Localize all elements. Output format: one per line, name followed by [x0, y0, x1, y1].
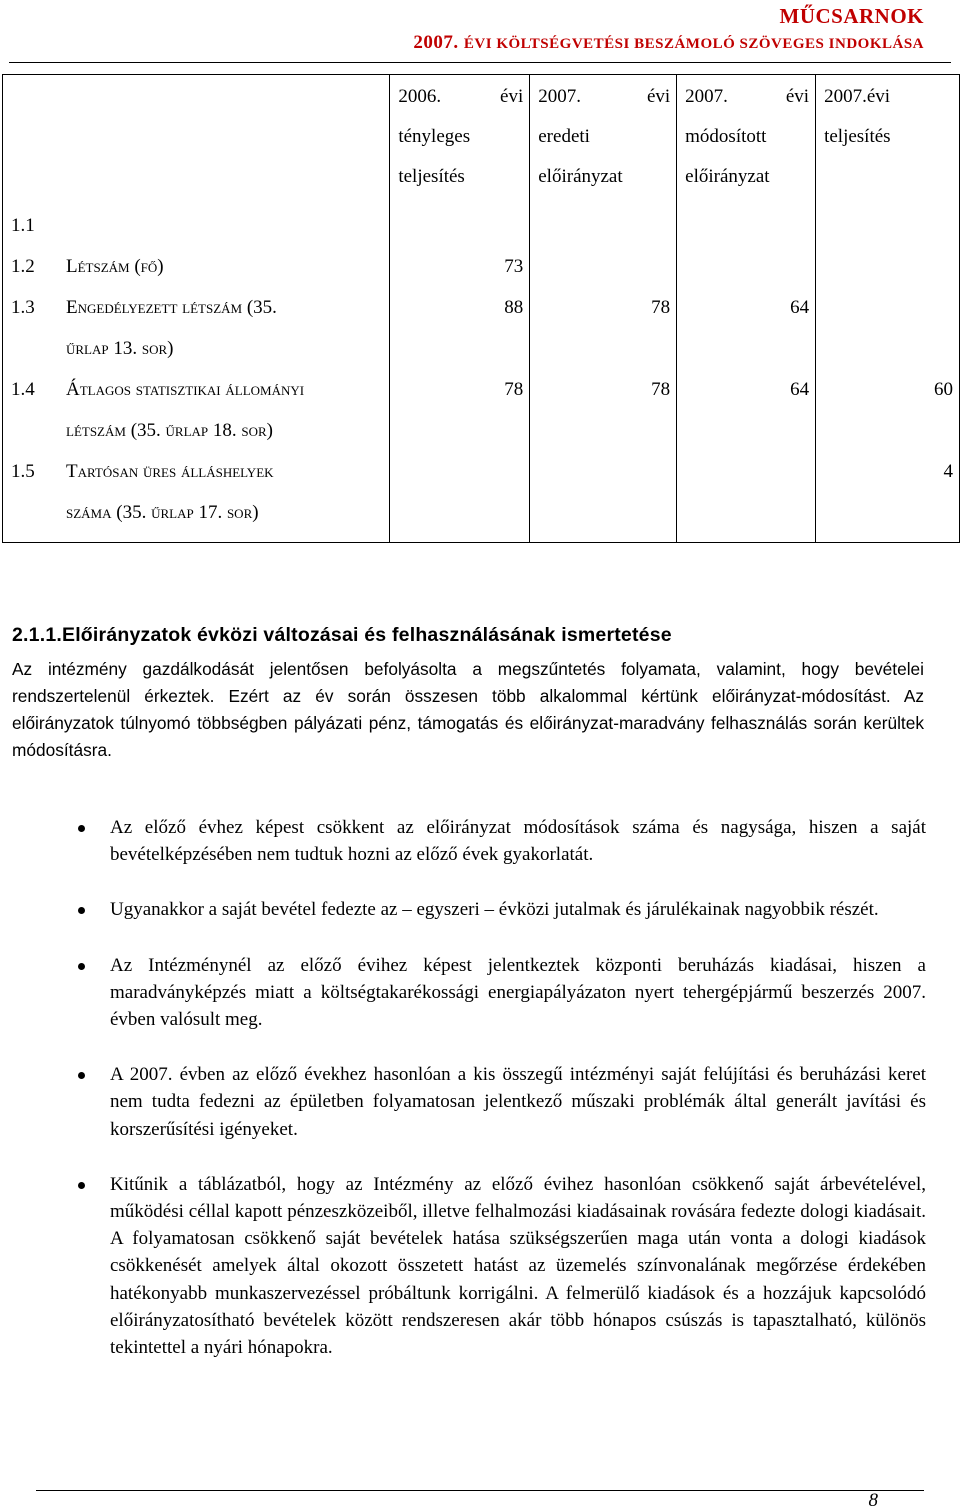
section-paragraph: Az intézmény gazdálkodását jelentősen befolyásolta a megszűntetés folyamata, valamint, hogy bevételei rendszertelenül érkeztek. Ezért az év során összesen több alkalommal kértünk előirányzat-módosítást. Az előirányzatok túlnyomó többségben pályázati pénz, támogatás és előirányzat-maradvány felhasználás során kerültek módosításra. [12, 659, 924, 760]
bullet-icon [78, 825, 85, 832]
footer-rule [36, 1490, 924, 1491]
col-2006-actual: 2006. évi tényleges teljesítés 73 88 78 [390, 75, 530, 543]
list-item: Kitűnik a táblázatból, hogy az Intézmény az előző évihez hasonlóan csökkenő saját árbevételével, működési céllal kapott pénzeszközeiből, illetve felhalmozási kiadásainak rovására fedezte dologi kiadásait. A folyamatosan csökkenő saját bevételek hatása szükségszerűen maga után vonta a dologi kiadások csökkenését amelyek által okozott összetett hatást az üzemelés színvonalának megőrzése érdekében hatékonyabb munkaszervezéssel próbáltunk korrigálni. A felmerülő kiadások és a hozzájuk kapcsolódó előirányzatosítható bevételek között rendszeresen akár több hónapos csúszás is tapasztalható, különös tekintettel a nyári hónapokra. [12, 1171, 926, 1361]
col-2007-modified: 2007. évi módosított előirányzat 64 64 [677, 75, 816, 543]
table-row: 1.2 Létszám (fő) [11, 256, 164, 277]
bullet-icon [78, 907, 85, 914]
list-item: Ugyanakkor a saját bevétel fedezte az – egyszeri – évközi jutalmak és járulékainak nagyobbik részét. [12, 896, 926, 923]
headcount-table [2, 74, 960, 543]
list-item: Az Intézménynél az előző évihez képest jelentkeztek központi beruházás kiadásai, hiszen a maradványképzés miatt a költségtakarékossági energiapályázaton nyert tehergépjármű beszerzés 2007. évben valósult meg. [12, 952, 926, 1034]
bullet-list [12, 814, 926, 1361]
header-title: MŰCSARNOK [779, 4, 924, 28]
table-row-cont: száma (35. űrlap 17. sor) [66, 502, 259, 523]
section-heading: 2.1.1.Előirányzatok évközi változásai és felhasználásának ismertetése [12, 624, 672, 646]
page-number: 8 [868, 1490, 878, 1511]
header-subtitle: 2007. ÉVI KÖLTSÉGVETÉSI BESZÁMOLÓ SZÖVEGES INDOKLÁSA [413, 32, 924, 53]
bullet-icon [78, 963, 85, 970]
table-row-cont: űrlap 13. sor) [66, 338, 174, 359]
col-2007-actual: 2007.évi teljesítés 60 4 [816, 75, 960, 543]
bullet-icon [78, 1182, 85, 1189]
table-row: 1.3 Engedélyezett létszám (35. [11, 297, 277, 318]
header-rule [9, 62, 951, 63]
list-item: Az előző évhez képest csökkent az előirányzat módosítások száma és nagysága, hiszen a saját bevételképzésében nem tudtuk hozni az előző évek gyakorlatát. [12, 814, 926, 868]
bullet-icon [78, 1072, 85, 1079]
table-row: 1.1 [11, 215, 35, 236]
table-row: 1.4 Átlagos statisztikai állományi [11, 379, 305, 400]
table-row-cont: létszám (35. űrlap 18. sor) [66, 420, 274, 441]
col-2007-original: 2007. évi eredeti előirányzat 78 78 [530, 75, 677, 543]
label-column [3, 75, 390, 543]
table-row: 1.5 Tartósan üres álláshelyek [11, 461, 274, 482]
list-item: A 2007. évben az előző évekhez hasonlóan a kis összegű intézményi saját felújítási és beruházási keret nem tudta fedezni az épületben folyamatosan jelentkező műszaki problémák által generált javítási és korszerűsítési igényeket. [12, 1061, 926, 1143]
